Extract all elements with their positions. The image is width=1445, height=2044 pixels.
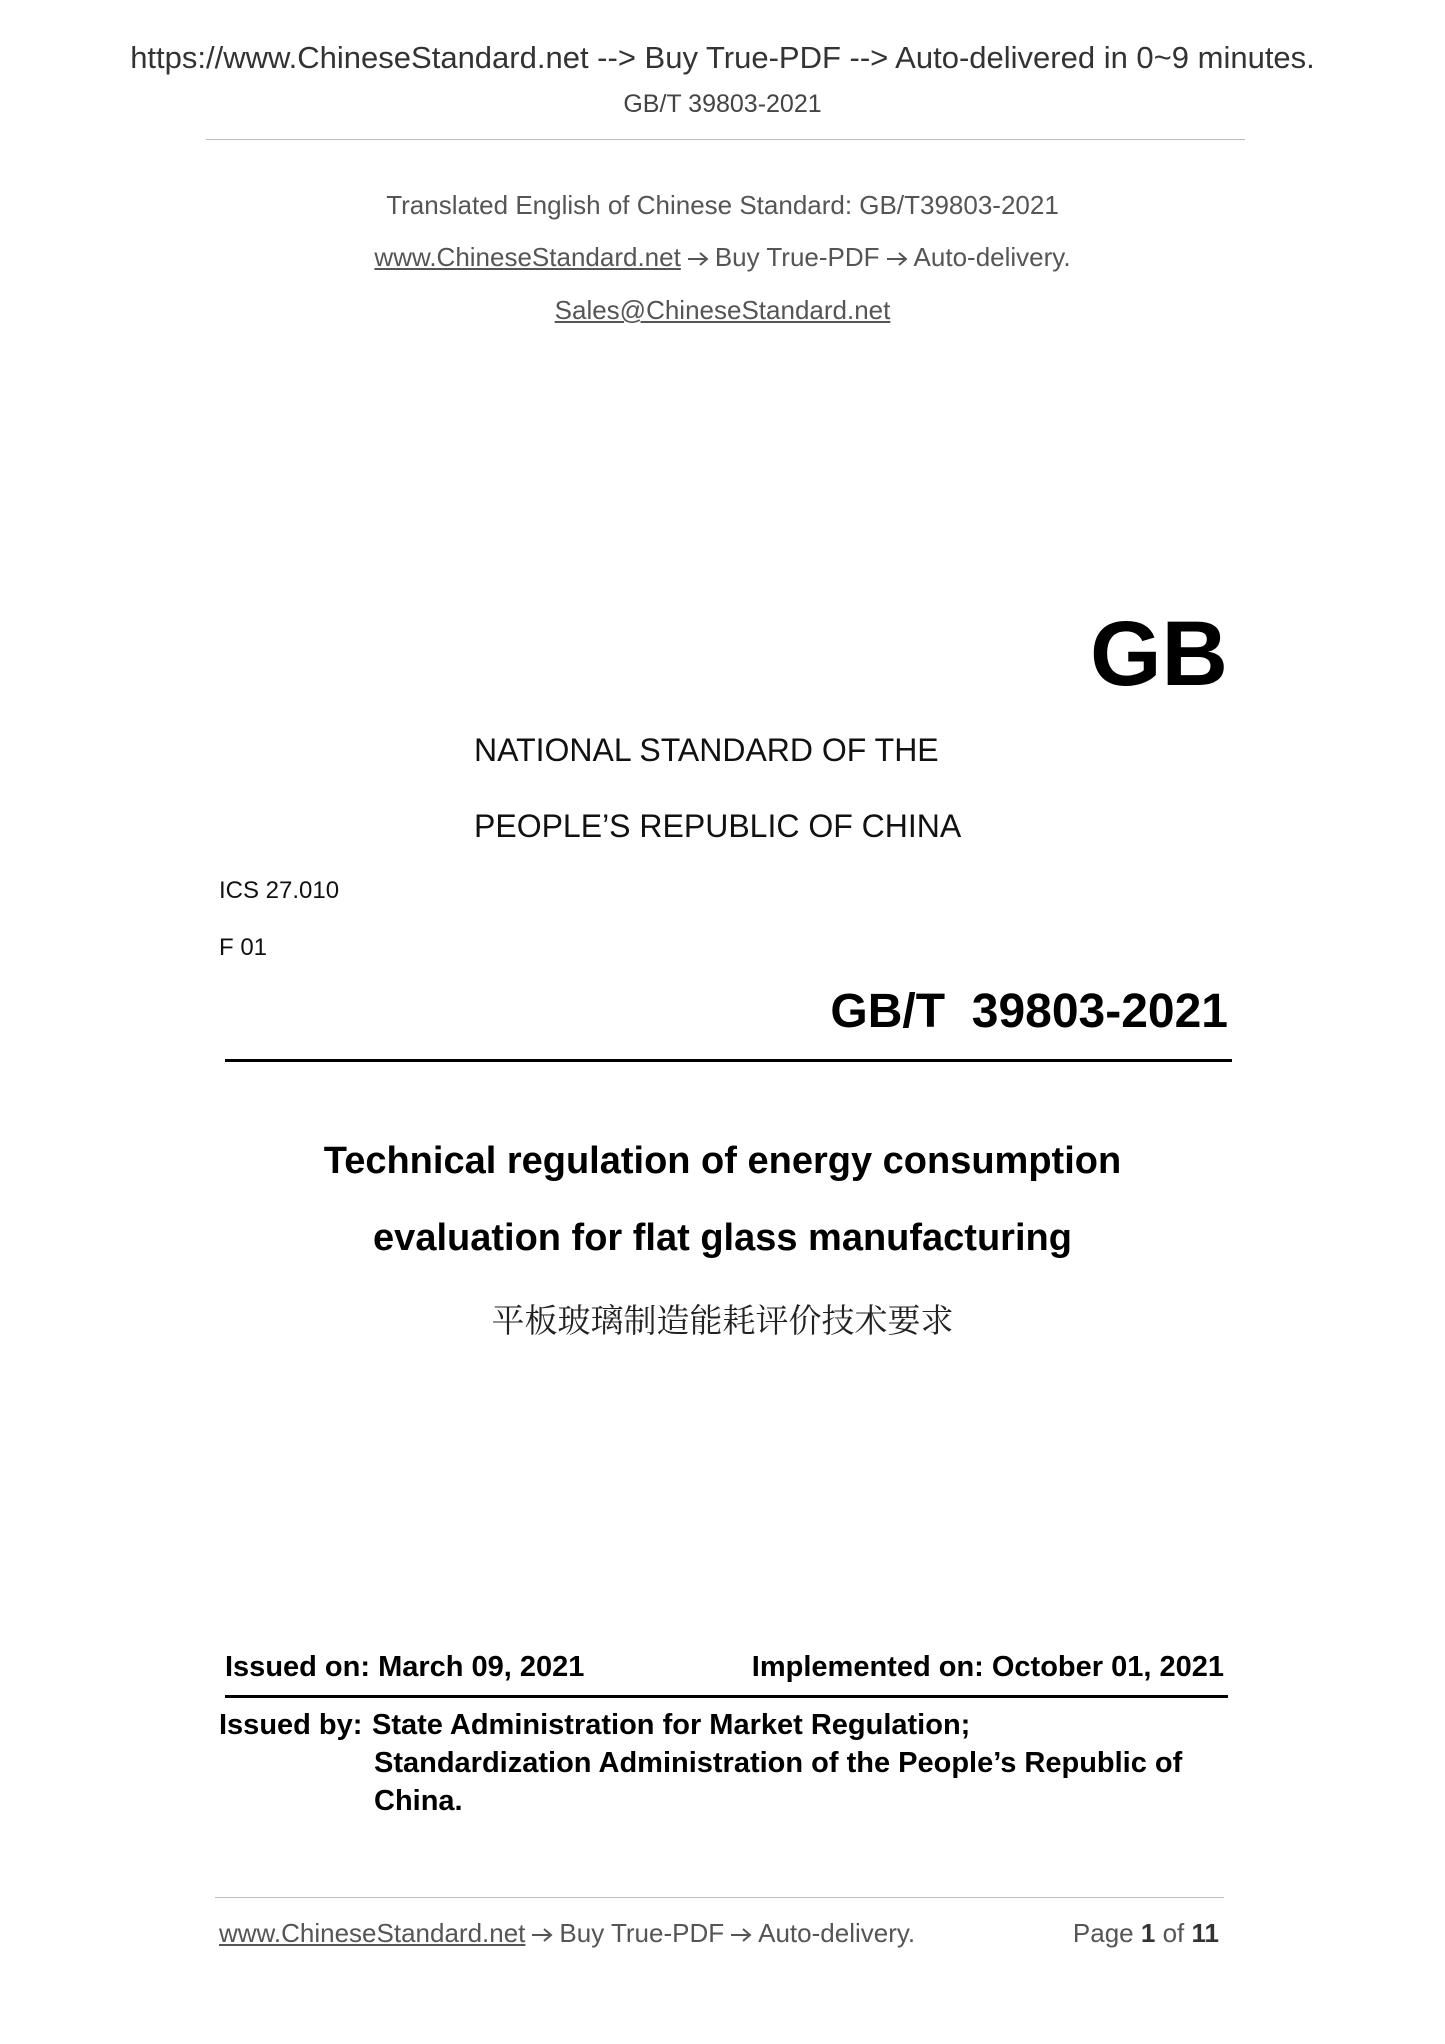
national-standard-line2: PEOPLE’S REPUBLIC OF CHINA — [474, 808, 962, 844]
arrow-right-icon — [687, 252, 709, 266]
email-link[interactable]: Sales@ChineseStandard.net — [554, 295, 891, 325]
footer-divider — [215, 1897, 1224, 1898]
footer-site-link[interactable]: www.ChineseStandard.net — [219, 1918, 526, 1948]
issued-by-line1: State Administration for Market Regulation; — [372, 1709, 971, 1741]
arrow-right-icon — [886, 252, 908, 266]
header-divider — [206, 139, 1245, 140]
standard-code: GB/T 39803-2021 — [830, 985, 1228, 1038]
implemented-on: Implemented on: October 01, 2021 — [751, 1651, 1224, 1683]
issued-on: Issued on: March 09, 2021 — [225, 1651, 585, 1683]
national-standard-line1: NATIONAL STANDARD OF THE — [474, 732, 939, 768]
footer-delivery-text: Auto-delivery. — [758, 1918, 916, 1948]
ccs-code: F 01 — [219, 934, 268, 961]
footer-buy-text: Buy True-PDF — [559, 1918, 725, 1948]
issued-by-label: Issued by: — [219, 1709, 363, 1741]
title-line1: Technical regulation of energy consumption — [323, 1140, 1122, 1182]
title-line2: evaluation for flat glass manufacturing — [373, 1217, 1072, 1259]
code-underline — [225, 1059, 1232, 1062]
gb-mark: GB — [1090, 603, 1228, 705]
translation-notice: Translated English of Chinese Standard: GB/T39803-2021 — [386, 190, 1059, 220]
buy-text: Buy True-PDF — [714, 242, 880, 272]
page-label: Page — [1072, 1918, 1134, 1948]
email-row — [0, 295, 1445, 326]
title-chinese: 平板玻璃制造能耗评价技术要求 — [491, 1301, 954, 1340]
dates-divider — [225, 1695, 1228, 1698]
delivery-text: Auto-delivery. — [913, 242, 1071, 272]
page-current: 1 — [1140, 1918, 1156, 1948]
arrow-right-icon — [531, 1928, 553, 1942]
page-total: 11 — [1191, 1918, 1219, 1948]
footer-links — [219, 1918, 915, 1949]
page-number — [1073, 1918, 1219, 1949]
ics-code: ICS 27.010 — [219, 877, 340, 904]
site-link[interactable]: www.ChineseStandard.net — [374, 242, 681, 272]
issued-by-line2: Standardization Administration of the People’s Republic of — [374, 1747, 1183, 1779]
arrow-right-icon — [730, 1928, 752, 1942]
page-of: of — [1162, 1918, 1185, 1948]
header-doc-code: GB/T 39803-2021 — [623, 90, 822, 118]
top-banner: https://www.ChineseStandard.net --> Buy True-PDF --> Auto-delivered in 0~9 minutes. — [130, 40, 1315, 75]
translation-links — [0, 242, 1445, 273]
issued-by-line3: China. — [374, 1785, 463, 1817]
